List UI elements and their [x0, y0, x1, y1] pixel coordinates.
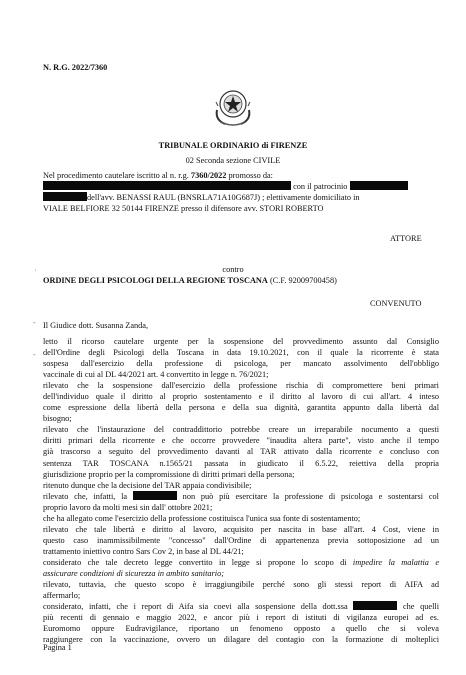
body-line: giurisdizione proprio per la compromissione di diritti primari della persona; [43, 469, 295, 479]
body-line: questo caso inammissibilmente "concesso" dall'Ordine di appartenenza previa sottoposizione ad un [43, 535, 439, 545]
procedure-suffix: promosso da: [228, 171, 273, 180]
body-line: rilevato, tuttavia, che questo scopo è irraggiungibile perché sono gli stessi report di AIFA ad [43, 580, 439, 590]
redaction-bar [350, 181, 408, 190]
defendant-name: ORDINE DEGLI PSICOLOGI DELLA REGIONE TOSCANA [43, 276, 268, 285]
address-line: VIALE BELFIORE 32 50144 FIRENZE presso il difensore avv. STORI ROBERTO [43, 204, 324, 213]
body-line: più recenti di gennaio e maggio 2022, e ancor più i report di istituti di vigilanza europei ad es. [43, 613, 439, 623]
body-line: trattamento iniettivo contro Sars Cov 2, in base al DL 44/21; [43, 546, 244, 556]
party-role-convenuto: CONVENUTO [370, 299, 422, 308]
scan-mark: - [33, 318, 36, 327]
page-footer: Pagina 1 [43, 643, 72, 652]
judge-line: Il Giudice dott. Susanna Zanda, [43, 321, 149, 330]
body-line: proprio lavoro da molti mesi sin dall' ottobre 2021; [43, 502, 213, 512]
contro-label: contro [222, 265, 244, 274]
body-line: come espressione della libertà della persona e della sua dignità, garantita appunto dalla libertà dal [43, 403, 439, 413]
claimant-line [43, 181, 408, 192]
italic-text: assicurare condizioni di sicurezza in ambito sanitario; [43, 568, 224, 578]
redaction-bar [353, 601, 397, 610]
procedure-line [43, 170, 273, 181]
body-line: considerato, infatti, che i report di Aifa sia coevi alla sospensione della dott.ssa che quelli [43, 602, 440, 612]
scan-mark: · [34, 266, 37, 275]
body-line: dell'Ordine degli Psicologi della Toscana in data 19.10.2021, con il quale la ricorrente è stata [43, 348, 439, 358]
redaction-bar [133, 491, 177, 500]
italic-text: impedire la malattia e [352, 557, 439, 567]
redaction-bar [43, 181, 291, 190]
body-line: che ha allegato come l'esercizio della professione costituisca l'unica sua fonte di sostentamento; [43, 513, 361, 523]
lawyer-text: dell'avv. BENASSI RAUL (BNSRLA71A10G687J) ; elettivamente domiciliato in [87, 193, 360, 202]
body-line: rilevato che l'instaurazione del contraddittorio potrebbe creare un irreparabile nocumento a questi [43, 425, 439, 435]
body-line: raggiungere con la vaccinazione, ovvero un dilagare del contagio con la formazione di molteplici [43, 635, 439, 645]
party-role-attore: ATTORE [390, 234, 422, 243]
body-line [43, 568, 439, 579]
body-line: rilevato che tale libertà e diritto al lavoro, acquisito per nascita in base all'art. 4 Cost, viene in [43, 524, 439, 534]
body-line: rilevato che, infatti, la non può più esercitare la professione di psicologa e sostentarsi col [43, 491, 439, 501]
court-name: TRIBUNALE ORDINARIO di FIRENZE [158, 141, 308, 150]
body-line: affermarlo; [43, 591, 81, 601]
lawyer-line [43, 192, 360, 203]
body-line: rilevato che la sospensione dall'esercizio della professione rischia di compromettere beni primari [43, 381, 439, 391]
defendant-cf: (C.F. 92009700458) [270, 276, 337, 285]
body-line: già trascorso a seguito del provvedimento davanti al TAR attivato dalla ricorrente e concluso con [43, 447, 439, 457]
scan-mark: - [33, 350, 36, 359]
italian-republic-emblem [211, 84, 255, 128]
body-line: ritenuto dunque che la decisione del TAR appaia condivisibile; [43, 480, 252, 490]
defendant-line [43, 275, 337, 286]
body-line: Euromomo oppure Eudravigilance, riportano un fenomeno opposto a quello che si voleva [43, 624, 439, 634]
body-line: diritti primari della ricorrente e che occorre provvedere "inaudita altera parte", visto anche il tempo [43, 436, 439, 446]
body-line: sospesa dall'esercizio della professione di psicologa, per mancato assolvimento dell'obbligo [43, 359, 439, 369]
ordinance-body [43, 336, 439, 645]
procedure-prefix: Nel procedimento cautelare iscritto al n. r.g. [43, 171, 189, 180]
body-line: sentenza TAR TOSCANA n.1565/21 passata in giudicato il 6.5.22, reiettiva della propria [43, 458, 439, 468]
redaction-bar [43, 192, 87, 201]
body-line: vaccinale di cui al DL 44/2021 art. 4 convertito in legge n. 76/2021; [43, 370, 269, 380]
procedure-number: 7360/2022 [190, 171, 227, 180]
court-section: 02 Seconda sezione CIVILE [185, 156, 281, 165]
case-number: N. R.G. 2022/7360 [43, 63, 108, 72]
body-line: letto il ricorso cautelare urgente per la sospensione del provvedimento assunto dal Consiglio [43, 337, 439, 346]
patrocinio-text: con il patrocinio [293, 182, 348, 191]
body-line: bisogno; [43, 414, 72, 424]
body-line: considerato che tale decreto legge convertito in legge si propone lo scopo di impedire la malattia e [43, 557, 439, 567]
body-line: dell'individuo quale il diritto al proprio sostentamento e il diritto al lavoro di cui all'art. 4 inteso [43, 392, 439, 402]
